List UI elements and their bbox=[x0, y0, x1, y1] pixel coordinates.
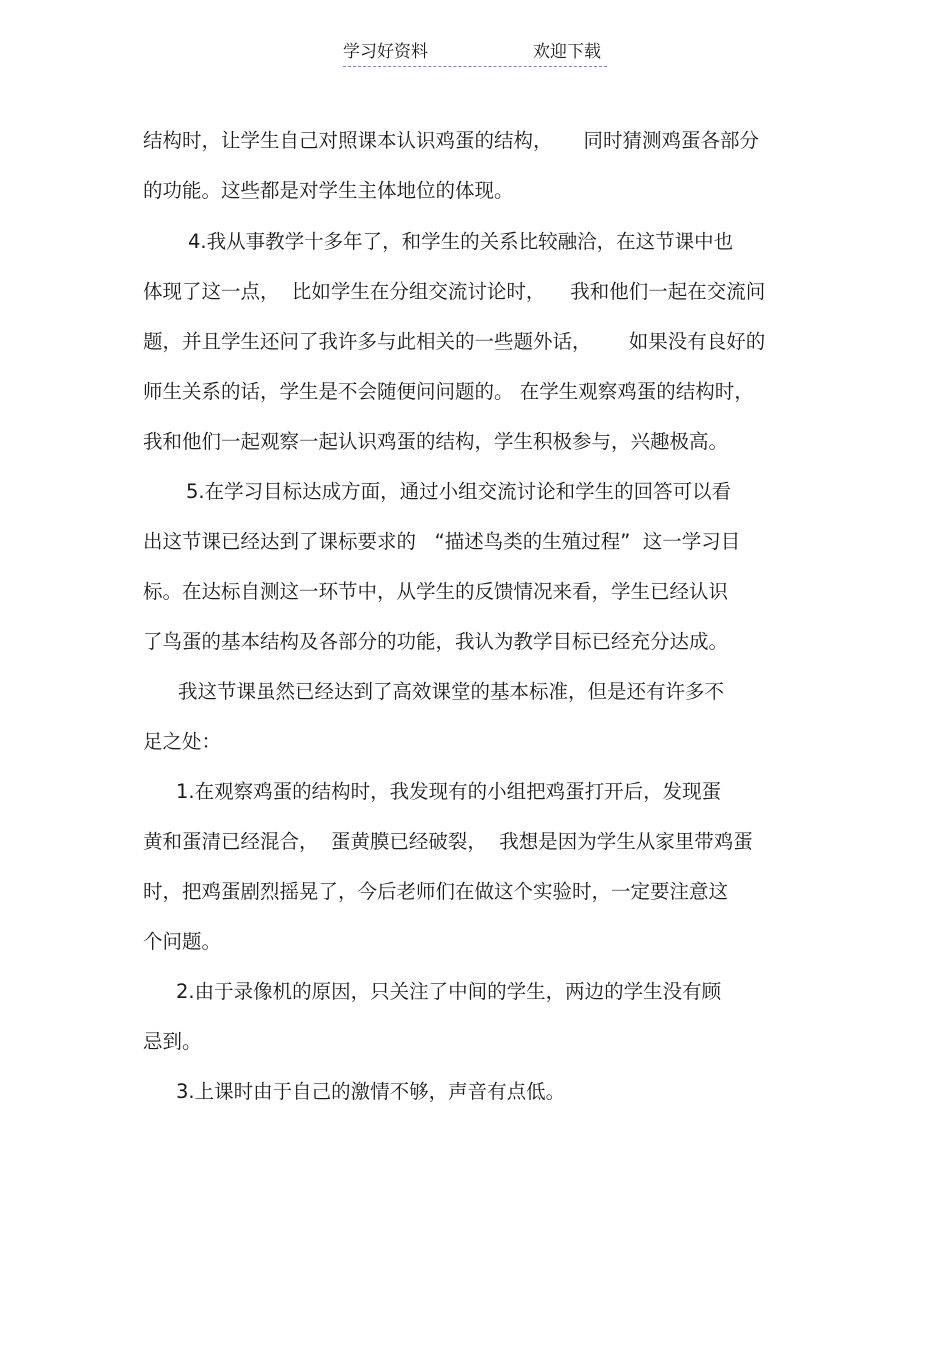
text-line-19: 忌到。 bbox=[143, 1030, 202, 1053]
text-line-5: 题，并且学生还问了我许多与此相关的一些题外话， 如果没有良好的 bbox=[143, 330, 766, 353]
text-line-3: 4.我从事教学十多年了，和学生的关系比较融洽，在这节课中也 bbox=[188, 230, 734, 253]
text-line-20: 3.上课时由于自己的激情不够，声音有点低。 bbox=[176, 1080, 566, 1103]
text-line-1: 结构时，让学生自己对照课本认识鸡蛋的结构， 同时猜测鸡蛋各部分 bbox=[143, 129, 759, 152]
text-line-13: 足之处： bbox=[143, 730, 222, 753]
header-left-text: 学习好资料 bbox=[343, 42, 428, 62]
text-line-2: 的功能。这些都是对学生主体地位的体现。 bbox=[143, 179, 514, 202]
text-line-11: 了鸟蛋的基本结构及各部分的功能，我认为教学目标已经充分达成。 bbox=[143, 630, 729, 653]
header-right-text: 欢迎下载 bbox=[533, 42, 601, 62]
text-line-16: 时，把鸡蛋剧烈摇晃了，今后老师们在做这个实验时，一定要注意这 bbox=[143, 880, 729, 903]
text-line-8: 5.在学习目标达成方面，通过小组交流讨论和学生的回答可以看 bbox=[186, 480, 732, 503]
text-line-6: 师生关系的话，学生是不会随便问问题的。 在学生观察鸡蛋的结构时， bbox=[143, 380, 754, 403]
text-line-10: 标。在达标自测这一环节中，从学生的反馈情况来看，学生已经认识 bbox=[143, 580, 729, 603]
text-line-7: 我和他们一起观察一起认识鸡蛋的结构，学生积极参与，兴趣极高。 bbox=[143, 430, 729, 453]
text-line-12: 我这节课虽然已经达到了高效课堂的基本标准，但是还有许多不 bbox=[178, 680, 725, 703]
text-line-9: 出这节课已经达到了课标要求的 “描述鸟类的生殖过程” 这一学习目 bbox=[143, 530, 741, 553]
text-line-15: 黄和蛋清已经混合， 蛋黄膜已经破裂， 我想是因为学生从家里带鸡蛋 bbox=[143, 830, 753, 853]
text-line-18: 2.由于录像机的原因，只关注了中间的学生，两边的学生没有顾 bbox=[176, 980, 722, 1003]
text-line-17: 个问题。 bbox=[143, 930, 222, 953]
text-line-4: 体现了这一点， 比如学生在分组交流讨论时， 我和他们一起在交流问 bbox=[143, 280, 766, 303]
text-line-14: 1.在观察鸡蛋的结构时，我发现有的小组把鸡蛋打开后，发现蛋 bbox=[176, 780, 722, 803]
